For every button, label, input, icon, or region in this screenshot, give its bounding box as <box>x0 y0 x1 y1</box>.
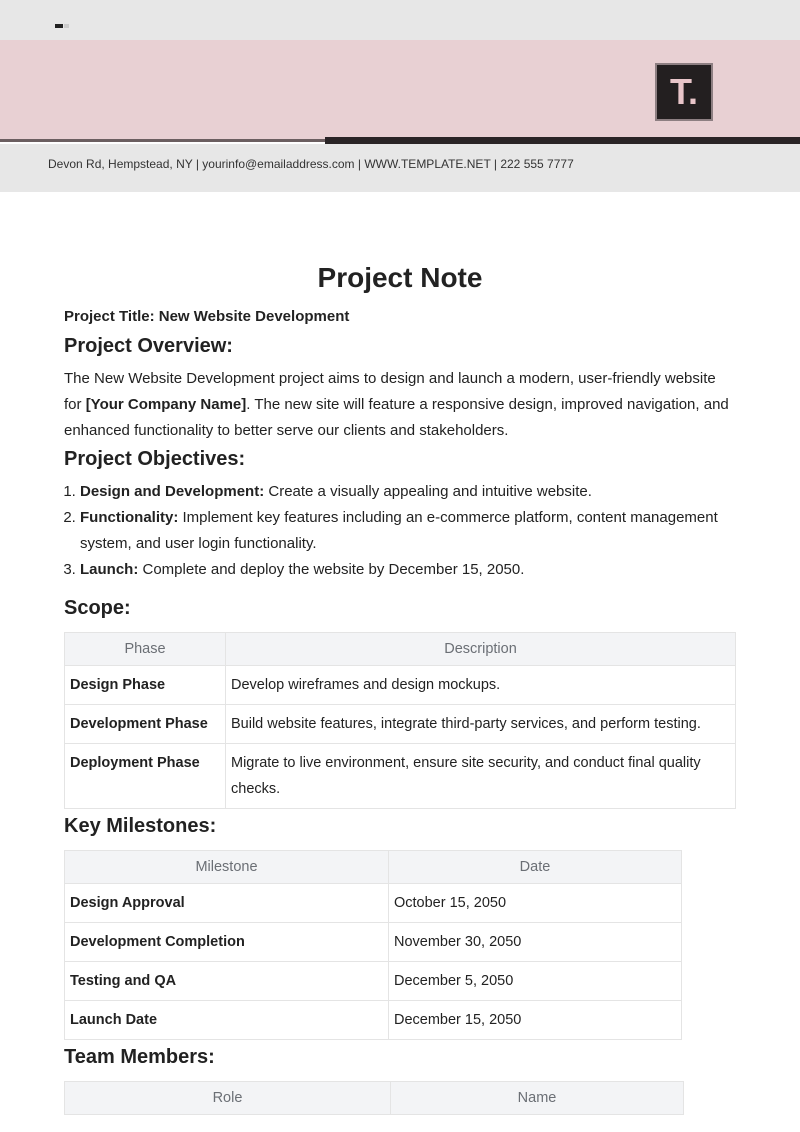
table-row: Launch Date December 15, 2050 <box>65 1001 682 1040</box>
table-row: Design Phase Develop wireframes and design mockups. <box>65 666 736 705</box>
project-title: Project Title: New Website Development <box>64 308 350 325</box>
table-row: Design Approval October 15, 2050 <box>65 884 682 923</box>
scope-heading: Scope: <box>64 597 131 619</box>
column-header: Phase <box>65 633 226 666</box>
document-body <box>64 262 736 1121</box>
column-header: Description <box>226 633 736 666</box>
milestones-heading: Key Milestones: <box>64 815 217 837</box>
list-item: 1. Design and Development: Create a visually appealing and intuitive website. <box>80 479 736 505</box>
overview-text: The New Website Development project aims to design and launch a modern, user-friendly website for [Your Company Name]. The new site will feature a responsive design, improved navigation, and enhanced functionality to better serve our clients and stakeholders. <box>64 370 729 439</box>
divider-thick <box>325 137 800 144</box>
table-row: Development Phase Build website features, integrate third-party services, and perform testing. <box>65 705 736 744</box>
milestones-table <box>64 850 682 1040</box>
table-row: Testing and QA December 5, 2050 <box>65 962 682 1001</box>
list-item: 3. Launch: Complete and deploy the website by December 15, 2050. <box>80 557 736 583</box>
top-band <box>0 0 800 40</box>
objectives-heading: Project Objectives: <box>64 448 246 470</box>
team-heading: Team Members: <box>64 1046 215 1068</box>
column-header: Name <box>391 1082 684 1115</box>
table-row: Development Completion November 30, 2050 <box>65 923 682 962</box>
contact-info: Devon Rd, Hempstead, NY | yourinfo@emailaddress.com | WWW.TEMPLATE.NET | 222 555 7777 <box>0 144 800 192</box>
company-logo: T. <box>655 63 713 121</box>
overview-heading: Project Overview: <box>64 335 233 357</box>
objectives-list <box>64 479 736 583</box>
team-table <box>64 1081 684 1115</box>
column-header: Date <box>389 851 682 884</box>
page-indicator <box>55 24 69 28</box>
column-header: Milestone <box>65 851 389 884</box>
table-row: Deployment Phase Migrate to live environment, ensure site security, and conduct final quality checks. <box>65 744 736 809</box>
scope-table <box>64 632 736 809</box>
column-header: Role <box>65 1082 391 1115</box>
page-title: Project Note <box>317 262 483 293</box>
divider <box>0 139 330 142</box>
list-item: 2. Functionality: Implement key features including an e-commerce platform, content management system, and user login functionality. <box>80 505 736 557</box>
